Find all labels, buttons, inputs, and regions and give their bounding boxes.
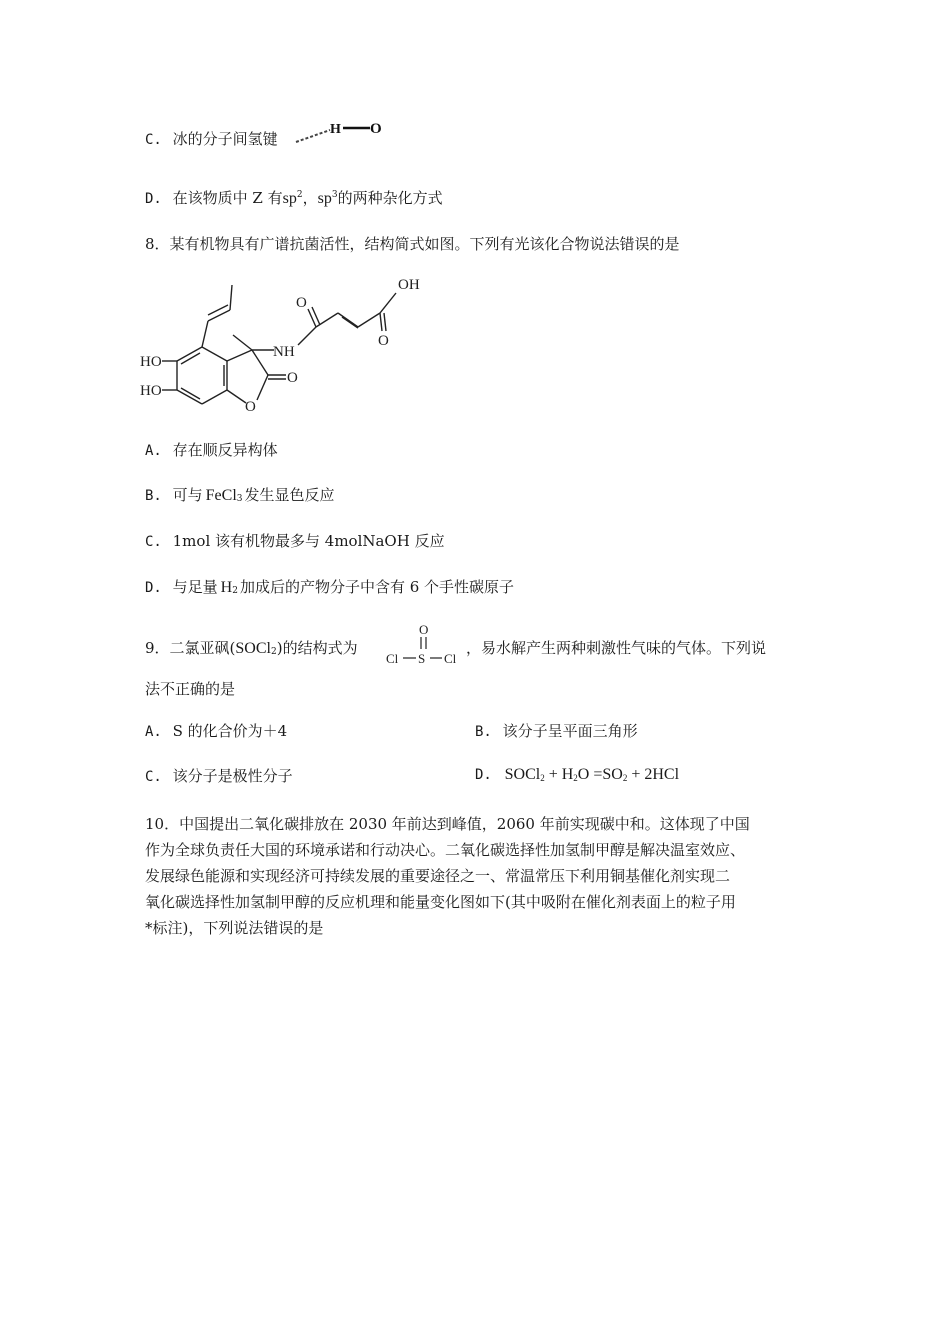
q9-stem-line1-cont [466,637,766,659]
q9-stem-line1 [145,637,358,660]
sp-formula: sp [282,190,297,207]
struct-o: O [419,622,429,637]
q8-stem [145,233,680,255]
hydrogen-bond-figure [288,112,398,152]
question-stem: 法不正确的是 [145,680,236,698]
label-o-acid: O [378,333,389,349]
q7-option-d [145,187,443,210]
option-prefix: B. [475,724,492,740]
q8-option-d [145,576,514,599]
equation-subscript: 2 [573,773,578,783]
option-text: 1mol 该有机物最多与 4molNaOH 反应 [172,532,445,550]
equation [505,766,679,783]
option-prefix: D. [475,767,492,783]
option-text: S 的化合价为＋4 [172,722,288,740]
paragraph-line: 作为全球负责任大国的环境承诺和行动决心。二氧化碳选择性加氢制甲醇是解决温室效应、 [145,841,746,859]
option-text: 存在顺反异构体 [172,441,278,459]
label-o-amide: O [296,295,307,311]
q9-option-b [475,720,638,743]
option-prefix: D. [145,580,162,596]
sp-superscript: 3 [331,190,338,200]
option-prefix: A. [145,724,162,740]
option-text: 的两种杂化方式 [337,189,443,207]
option-text: 该分子呈平面三角形 [502,722,638,740]
option-prefix: D. [145,191,162,207]
q9-option-a [145,720,287,743]
socl2-subscript: 2 [270,647,277,657]
option-text: 在该物质中 Z 有 [172,189,283,207]
q8-molecule-structure [140,265,440,425]
option-text: 加成后的产物分子中含有 6 个手性碳原子 [239,578,515,596]
option-text: 该分子是极性分子 [172,767,293,785]
q8-option-c [145,530,445,553]
option-text: 发生显色反应 [244,486,335,504]
option-text: 可与 [172,486,203,504]
question-stem: 9．二氯亚砜( [145,639,236,657]
q7-option-c [145,128,278,151]
paragraph-line: *标注)，下列说法错误的是 [145,919,324,937]
question-stem: 8．某有机物具有广谱抗菌活性，结构简式如图。下列有光该化合物说法错误的是 [145,235,680,253]
bond-h-label: H [330,122,341,137]
question-stem: ，易水解产生两种刺激性气味的气体。下列说 [466,639,767,657]
fecl-formula: FeCl [205,487,237,504]
label-ho-lower: HO [140,383,162,399]
struct-s: S [418,651,426,666]
equation-subscript: 2 [540,773,545,783]
equation-term: SOCl [504,766,541,783]
sp-formula: sp [317,190,332,207]
paragraph-line: 10．中国提出二氧化碳排放在 2030 年前达到峰值，2060 年前实现碳中和。这体现了中国 [145,815,750,833]
q10-paragraph [145,811,805,941]
paragraph-line: 氧化碳选择性加氢制甲醇的反应机理和能量变化图如下(其中吸附在催化剂表面上的粒子用 [145,893,736,911]
label-ho-upper: HO [140,354,162,370]
equation-term: O =SO [577,766,623,783]
option-text: 与足量 [172,578,218,596]
label-o-ring: O [245,399,256,415]
equation-term: + 2HCl [627,766,680,783]
option-prefix: B. [145,488,162,504]
paragraph-line: 发展绿色能源和实现经济可持续发展的重要途径之一、常温常压下利用铜基催化剂实现二 [145,867,731,885]
socl2-structure [384,620,466,668]
question-stem: )的结构式为 [276,639,358,657]
label-nh: NH [273,344,295,360]
label-oh: OH [398,277,420,293]
label-o-lactone: O [287,370,298,386]
option-prefix: C. [145,534,162,550]
q9-option-c [145,765,293,788]
q9-option-d [475,763,679,786]
comma: ， [302,189,318,207]
sp-superscript: 2 [296,190,303,200]
h2-formula: H [220,579,233,596]
option-text: 冰的分子间氢键 [172,130,278,148]
bond-o-label: O [370,121,382,137]
h2-subscript: 2 [232,586,238,596]
equation-term: + H [544,766,574,783]
q8-option-b [145,484,335,507]
struct-cl-left: Cl [386,651,399,666]
fecl-subscript: 3 [236,494,243,504]
option-prefix: C. [145,769,162,785]
equation-subscript: 2 [622,773,628,783]
option-prefix: C. [145,132,162,148]
option-prefix: A. [145,443,162,459]
socl2-formula: SOCl [235,640,271,657]
struct-cl-right: Cl [444,651,457,666]
q9-stem-line2 [145,678,235,700]
q8-option-a [145,439,278,462]
